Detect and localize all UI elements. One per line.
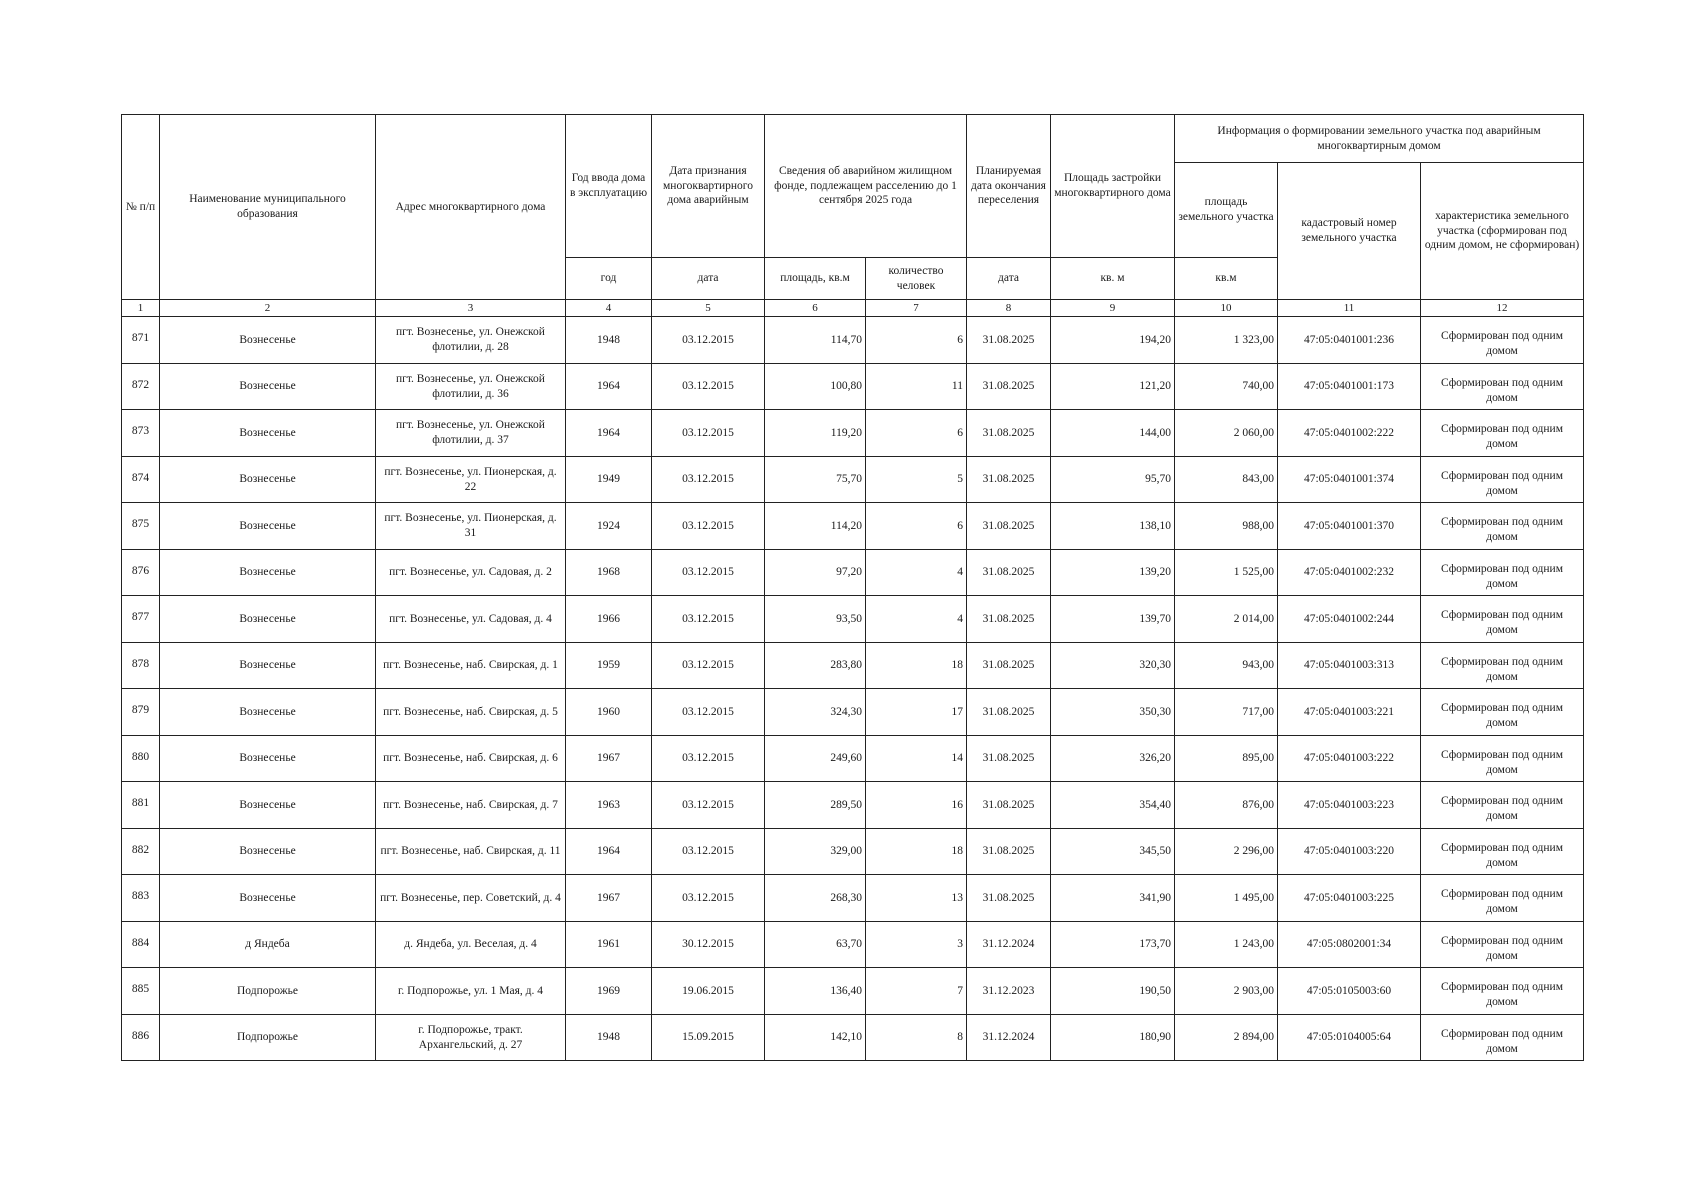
land-status-cell: Сформирован под одним домом bbox=[1421, 642, 1584, 689]
municipality-cell: Подпорожье bbox=[160, 1014, 376, 1061]
emergency-date-cell: 03.12.2015 bbox=[652, 596, 765, 643]
building-area-cell: 326,20 bbox=[1051, 735, 1175, 782]
row-number: 875 bbox=[122, 503, 160, 550]
land-status-cell: Сформирован под одним домом bbox=[1421, 828, 1584, 875]
year-cell: 1949 bbox=[566, 456, 652, 503]
year-cell: 1961 bbox=[566, 921, 652, 968]
table-row bbox=[122, 642, 1584, 689]
people-cell: 8 bbox=[866, 1014, 967, 1061]
row-number: 884 bbox=[122, 921, 160, 968]
municipality-cell: Вознесенье bbox=[160, 410, 376, 457]
cadastral-cell: 47:05:0401003:220 bbox=[1278, 828, 1421, 875]
municipality-cell: д Яндеба bbox=[160, 921, 376, 968]
address-cell: пгт. Вознесенье, ул. Садовая, д. 2 bbox=[376, 549, 566, 596]
land-area-cell: 2 014,00 bbox=[1175, 596, 1278, 643]
address-cell: пгт. Вознесенье, наб. Свирская, д. 5 bbox=[376, 689, 566, 736]
year-cell: 1964 bbox=[566, 410, 652, 457]
emergency-housing-table bbox=[121, 114, 1584, 1061]
municipality-cell: Вознесенье bbox=[160, 363, 376, 410]
land-status-cell: Сформирован под одним домом bbox=[1421, 1014, 1584, 1061]
relocation-end-cell: 31.12.2024 bbox=[967, 921, 1051, 968]
building-area-cell: 194,20 bbox=[1051, 317, 1175, 364]
area-cell: 114,20 bbox=[765, 503, 866, 550]
column-index: 3 bbox=[376, 300, 566, 317]
relocation-end-cell: 31.08.2025 bbox=[967, 828, 1051, 875]
area-cell: 136,40 bbox=[765, 968, 866, 1015]
cadastral-cell: 47:05:0401003:225 bbox=[1278, 875, 1421, 922]
cadastral-cell: 47:05:0105003:60 bbox=[1278, 968, 1421, 1015]
municipality-cell: Вознесенье bbox=[160, 689, 376, 736]
area-cell: 268,30 bbox=[765, 875, 866, 922]
unit-year: год bbox=[566, 258, 652, 300]
year-cell: 1967 bbox=[566, 735, 652, 782]
table-row bbox=[122, 363, 1584, 410]
address-cell: пгт. Вознесенье, пер. Советский, д. 4 bbox=[376, 875, 566, 922]
land-area-cell: 2 894,00 bbox=[1175, 1014, 1278, 1061]
land-area-cell: 1 243,00 bbox=[1175, 921, 1278, 968]
land-status-cell: Сформирован под одним домом bbox=[1421, 410, 1584, 457]
cadastral-cell: 47:05:0401003:223 bbox=[1278, 782, 1421, 829]
area-cell: 329,00 bbox=[765, 828, 866, 875]
unit-people: количество человек bbox=[866, 258, 967, 300]
table-row bbox=[122, 503, 1584, 550]
building-area-cell: 121,20 bbox=[1051, 363, 1175, 410]
relocation-end-cell: 31.08.2025 bbox=[967, 642, 1051, 689]
header-relocation-end: Планируемая дата окончания переселения bbox=[967, 115, 1051, 258]
cadastral-cell: 47:05:0401001:370 bbox=[1278, 503, 1421, 550]
unit-build-area: кв. м bbox=[1051, 258, 1175, 300]
land-area-cell: 895,00 bbox=[1175, 735, 1278, 782]
row-number: 874 bbox=[122, 456, 160, 503]
municipality-cell: Вознесенье bbox=[160, 828, 376, 875]
row-number: 885 bbox=[122, 968, 160, 1015]
unit-date: дата bbox=[652, 258, 765, 300]
header-year-built: Год ввода дома в эксплуатацию bbox=[566, 115, 652, 258]
land-status-cell: Сформирован под одним домом bbox=[1421, 782, 1584, 829]
table-row bbox=[122, 456, 1584, 503]
year-cell: 1960 bbox=[566, 689, 652, 736]
header-address: Адрес многоквартирного дома bbox=[376, 115, 566, 300]
emergency-date-cell: 30.12.2015 bbox=[652, 921, 765, 968]
column-index: 7 bbox=[866, 300, 967, 317]
land-area-cell: 740,00 bbox=[1175, 363, 1278, 410]
area-cell: 324,30 bbox=[765, 689, 866, 736]
area-cell: 93,50 bbox=[765, 596, 866, 643]
year-cell: 1967 bbox=[566, 875, 652, 922]
area-cell: 100,80 bbox=[765, 363, 866, 410]
emergency-date-cell: 03.12.2015 bbox=[652, 828, 765, 875]
column-index: 4 bbox=[566, 300, 652, 317]
land-area-cell: 988,00 bbox=[1175, 503, 1278, 550]
emergency-date-cell: 03.12.2015 bbox=[652, 503, 765, 550]
address-cell: пгт. Вознесенье, ул. Онежской флотилии, д. 37 bbox=[376, 410, 566, 457]
building-area-cell: 350,30 bbox=[1051, 689, 1175, 736]
address-cell: пгт. Вознесенье, наб. Свирская, д. 1 bbox=[376, 642, 566, 689]
land-area-cell: 2 903,00 bbox=[1175, 968, 1278, 1015]
emergency-date-cell: 03.12.2015 bbox=[652, 410, 765, 457]
area-cell: 289,50 bbox=[765, 782, 866, 829]
building-area-cell: 320,30 bbox=[1051, 642, 1175, 689]
building-area-cell: 144,00 bbox=[1051, 410, 1175, 457]
emergency-date-cell: 03.12.2015 bbox=[652, 689, 765, 736]
area-cell: 114,70 bbox=[765, 317, 866, 364]
address-cell: пгт. Вознесенье, ул. Онежской флотилии, д. 28 bbox=[376, 317, 566, 364]
cadastral-cell: 47:05:0401001:374 bbox=[1278, 456, 1421, 503]
area-cell: 249,60 bbox=[765, 735, 866, 782]
municipality-cell: Вознесенье bbox=[160, 456, 376, 503]
emergency-date-cell: 15.09.2015 bbox=[652, 1014, 765, 1061]
address-cell: г. Подпорожье, ул. 1 Мая, д. 4 bbox=[376, 968, 566, 1015]
building-area-cell: 95,70 bbox=[1051, 456, 1175, 503]
area-cell: 283,80 bbox=[765, 642, 866, 689]
header-land-status: характеристика земельного участка (сформирован под одним домом, не сформирован) bbox=[1421, 163, 1584, 300]
emergency-date-cell: 03.12.2015 bbox=[652, 642, 765, 689]
cadastral-cell: 47:05:0401002:222 bbox=[1278, 410, 1421, 457]
relocation-end-cell: 31.08.2025 bbox=[967, 410, 1051, 457]
municipality-cell: Вознесенье bbox=[160, 503, 376, 550]
row-number: 883 bbox=[122, 875, 160, 922]
column-index: 12 bbox=[1421, 300, 1584, 317]
people-cell: 14 bbox=[866, 735, 967, 782]
cadastral-cell: 47:05:0401001:173 bbox=[1278, 363, 1421, 410]
row-number: 878 bbox=[122, 642, 160, 689]
relocation-end-cell: 31.08.2025 bbox=[967, 735, 1051, 782]
cadastral-cell: 47:05:0401001:236 bbox=[1278, 317, 1421, 364]
year-cell: 1948 bbox=[566, 1014, 652, 1061]
year-cell: 1964 bbox=[566, 828, 652, 875]
people-cell: 13 bbox=[866, 875, 967, 922]
land-area-cell: 1 525,00 bbox=[1175, 549, 1278, 596]
land-area-cell: 1 323,00 bbox=[1175, 317, 1278, 364]
building-area-cell: 180,90 bbox=[1051, 1014, 1175, 1061]
people-cell: 6 bbox=[866, 410, 967, 457]
building-area-cell: 341,90 bbox=[1051, 875, 1175, 922]
land-status-cell: Сформирован под одним домом bbox=[1421, 968, 1584, 1015]
land-area-cell: 843,00 bbox=[1175, 456, 1278, 503]
table-row bbox=[122, 596, 1584, 643]
column-index: 10 bbox=[1175, 300, 1278, 317]
area-cell: 142,10 bbox=[765, 1014, 866, 1061]
land-status-cell: Сформирован под одним домом bbox=[1421, 503, 1584, 550]
header-municipality: Наименование муниципального образования bbox=[160, 115, 376, 300]
emergency-date-cell: 03.12.2015 bbox=[652, 735, 765, 782]
row-number: 882 bbox=[122, 828, 160, 875]
emergency-date-cell: 03.12.2015 bbox=[652, 782, 765, 829]
relocation-end-cell: 31.08.2025 bbox=[967, 596, 1051, 643]
cadastral-cell: 47:05:0401002:232 bbox=[1278, 549, 1421, 596]
municipality-cell: Вознесенье bbox=[160, 875, 376, 922]
emergency-date-cell: 03.12.2015 bbox=[652, 456, 765, 503]
cadastral-cell: 47:05:0802001:34 bbox=[1278, 921, 1421, 968]
building-area-cell: 173,70 bbox=[1051, 921, 1175, 968]
relocation-end-cell: 31.12.2024 bbox=[967, 1014, 1051, 1061]
table-row bbox=[122, 549, 1584, 596]
row-number: 877 bbox=[122, 596, 160, 643]
address-cell: г. Подпорожье, тракт. Архангельский, д. 27 bbox=[376, 1014, 566, 1061]
cadastral-cell: 47:05:0104005:64 bbox=[1278, 1014, 1421, 1061]
header-land-group: Информация о формировании земельного участка под аварийным многоквартирным домом bbox=[1175, 115, 1584, 163]
column-index: 9 bbox=[1051, 300, 1175, 317]
building-area-cell: 190,50 bbox=[1051, 968, 1175, 1015]
address-cell: пгт. Вознесенье, ул. Онежской флотилии, д. 36 bbox=[376, 363, 566, 410]
area-cell: 97,20 bbox=[765, 549, 866, 596]
relocation-end-cell: 31.08.2025 bbox=[967, 363, 1051, 410]
people-cell: 3 bbox=[866, 921, 967, 968]
land-status-cell: Сформирован под одним домом bbox=[1421, 735, 1584, 782]
people-cell: 18 bbox=[866, 642, 967, 689]
land-status-cell: Сформирован под одним домом bbox=[1421, 921, 1584, 968]
emergency-date-cell: 03.12.2015 bbox=[652, 549, 765, 596]
relocation-end-cell: 31.12.2023 bbox=[967, 968, 1051, 1015]
people-cell: 4 bbox=[866, 549, 967, 596]
table-row bbox=[122, 968, 1584, 1015]
building-area-cell: 138,10 bbox=[1051, 503, 1175, 550]
address-cell: пгт. Вознесенье, наб. Свирская, д. 7 bbox=[376, 782, 566, 829]
land-status-cell: Сформирован под одним домом bbox=[1421, 875, 1584, 922]
address-cell: пгт. Вознесенье, наб. Свирская, д. 6 bbox=[376, 735, 566, 782]
relocation-end-cell: 31.08.2025 bbox=[967, 503, 1051, 550]
table-row bbox=[122, 735, 1584, 782]
building-area-cell: 345,50 bbox=[1051, 828, 1175, 875]
address-cell: пгт. Вознесенье, ул. Садовая, д. 4 bbox=[376, 596, 566, 643]
column-index: 8 bbox=[967, 300, 1051, 317]
emergency-date-cell: 03.12.2015 bbox=[652, 875, 765, 922]
row-number: 873 bbox=[122, 410, 160, 457]
unit-area: площадь, кв.м bbox=[765, 258, 866, 300]
municipality-cell: Вознесенье bbox=[160, 782, 376, 829]
cadastral-cell: 47:05:0401003:313 bbox=[1278, 642, 1421, 689]
cadastral-cell: 47:05:0401002:244 bbox=[1278, 596, 1421, 643]
year-cell: 1924 bbox=[566, 503, 652, 550]
area-cell: 119,20 bbox=[765, 410, 866, 457]
land-status-cell: Сформирован под одним домом bbox=[1421, 363, 1584, 410]
building-area-cell: 139,70 bbox=[1051, 596, 1175, 643]
unit-end-date: дата bbox=[967, 258, 1051, 300]
emergency-date-cell: 19.06.2015 bbox=[652, 968, 765, 1015]
table-row bbox=[122, 782, 1584, 829]
emergency-date-cell: 03.12.2015 bbox=[652, 317, 765, 364]
land-status-cell: Сформирован под одним домом bbox=[1421, 689, 1584, 736]
address-cell: пгт. Вознесенье, ул. Пионерская, д. 31 bbox=[376, 503, 566, 550]
row-number: 880 bbox=[122, 735, 160, 782]
area-cell: 63,70 bbox=[765, 921, 866, 968]
municipality-cell: Вознесенье bbox=[160, 596, 376, 643]
area-cell: 75,70 bbox=[765, 456, 866, 503]
table-row bbox=[122, 1014, 1584, 1061]
land-area-cell: 1 495,00 bbox=[1175, 875, 1278, 922]
header-cadastral-number: кадастровый номер земельного участка bbox=[1278, 163, 1421, 300]
municipality-cell: Подпорожье bbox=[160, 968, 376, 1015]
land-status-cell: Сформирован под одним домом bbox=[1421, 317, 1584, 364]
row-number: 881 bbox=[122, 782, 160, 829]
municipality-cell: Вознесенье bbox=[160, 549, 376, 596]
column-index: 11 bbox=[1278, 300, 1421, 317]
relocation-end-cell: 31.08.2025 bbox=[967, 782, 1051, 829]
municipality-cell: Вознесенье bbox=[160, 735, 376, 782]
header-row-number: № п/п bbox=[122, 115, 160, 300]
relocation-end-cell: 31.08.2025 bbox=[967, 689, 1051, 736]
building-area-cell: 139,20 bbox=[1051, 549, 1175, 596]
address-cell: д. Яндеба, ул. Веселая, д. 4 bbox=[376, 921, 566, 968]
column-index: 5 bbox=[652, 300, 765, 317]
unit-land-area: кв.м bbox=[1175, 258, 1278, 300]
people-cell: 4 bbox=[866, 596, 967, 643]
relocation-end-cell: 31.08.2025 bbox=[967, 549, 1051, 596]
people-cell: 5 bbox=[866, 456, 967, 503]
land-area-cell: 717,00 bbox=[1175, 689, 1278, 736]
cadastral-cell: 47:05:0401003:221 bbox=[1278, 689, 1421, 736]
table-row bbox=[122, 689, 1584, 736]
address-cell: пгт. Вознесенье, ул. Пионерская, д. 22 bbox=[376, 456, 566, 503]
land-area-cell: 876,00 bbox=[1175, 782, 1278, 829]
row-number: 879 bbox=[122, 689, 160, 736]
header-land-area: площадь земельного участка bbox=[1175, 163, 1278, 258]
municipality-cell: Вознесенье bbox=[160, 642, 376, 689]
year-cell: 1966 bbox=[566, 596, 652, 643]
land-area-cell: 2 296,00 bbox=[1175, 828, 1278, 875]
header-emergency-date: Дата признания многоквартирного дома аварийным bbox=[652, 115, 765, 258]
municipality-cell: Вознесенье bbox=[160, 317, 376, 364]
year-cell: 1963 bbox=[566, 782, 652, 829]
year-cell: 1969 bbox=[566, 968, 652, 1015]
column-index: 6 bbox=[765, 300, 866, 317]
land-status-cell: Сформирован под одним домом bbox=[1421, 456, 1584, 503]
row-number: 871 bbox=[122, 317, 160, 364]
table-row bbox=[122, 828, 1584, 875]
land-status-cell: Сформирован под одним домом bbox=[1421, 596, 1584, 643]
land-status-cell: Сформирован под одним домом bbox=[1421, 549, 1584, 596]
table-row bbox=[122, 317, 1584, 364]
emergency-date-cell: 03.12.2015 bbox=[652, 363, 765, 410]
table-row bbox=[122, 875, 1584, 922]
relocation-end-cell: 31.08.2025 bbox=[967, 456, 1051, 503]
people-cell: 11 bbox=[866, 363, 967, 410]
year-cell: 1948 bbox=[566, 317, 652, 364]
people-cell: 16 bbox=[866, 782, 967, 829]
year-cell: 1959 bbox=[566, 642, 652, 689]
column-index-row bbox=[122, 300, 1584, 317]
table-row bbox=[122, 410, 1584, 457]
row-number: 876 bbox=[122, 549, 160, 596]
row-number: 886 bbox=[122, 1014, 160, 1061]
relocation-end-cell: 31.08.2025 bbox=[967, 317, 1051, 364]
year-cell: 1968 bbox=[566, 549, 652, 596]
column-index: 2 bbox=[160, 300, 376, 317]
cadastral-cell: 47:05:0401003:222 bbox=[1278, 735, 1421, 782]
column-index: 1 bbox=[122, 300, 160, 317]
year-cell: 1964 bbox=[566, 363, 652, 410]
people-cell: 7 bbox=[866, 968, 967, 1015]
table-row bbox=[122, 921, 1584, 968]
row-number: 872 bbox=[122, 363, 160, 410]
land-area-cell: 943,00 bbox=[1175, 642, 1278, 689]
people-cell: 6 bbox=[866, 317, 967, 364]
relocation-end-cell: 31.08.2025 bbox=[967, 875, 1051, 922]
land-area-cell: 2 060,00 bbox=[1175, 410, 1278, 457]
building-area-cell: 354,40 bbox=[1051, 782, 1175, 829]
people-cell: 17 bbox=[866, 689, 967, 736]
header-emergency-fund: Сведения об аварийном жилищном фонде, подлежащем расселению до 1 сентября 2025 года bbox=[765, 115, 967, 258]
people-cell: 18 bbox=[866, 828, 967, 875]
address-cell: пгт. Вознесенье, наб. Свирская, д. 11 bbox=[376, 828, 566, 875]
header-building-area: Площадь застройки многоквартирного дома bbox=[1051, 115, 1175, 258]
people-cell: 6 bbox=[866, 503, 967, 550]
